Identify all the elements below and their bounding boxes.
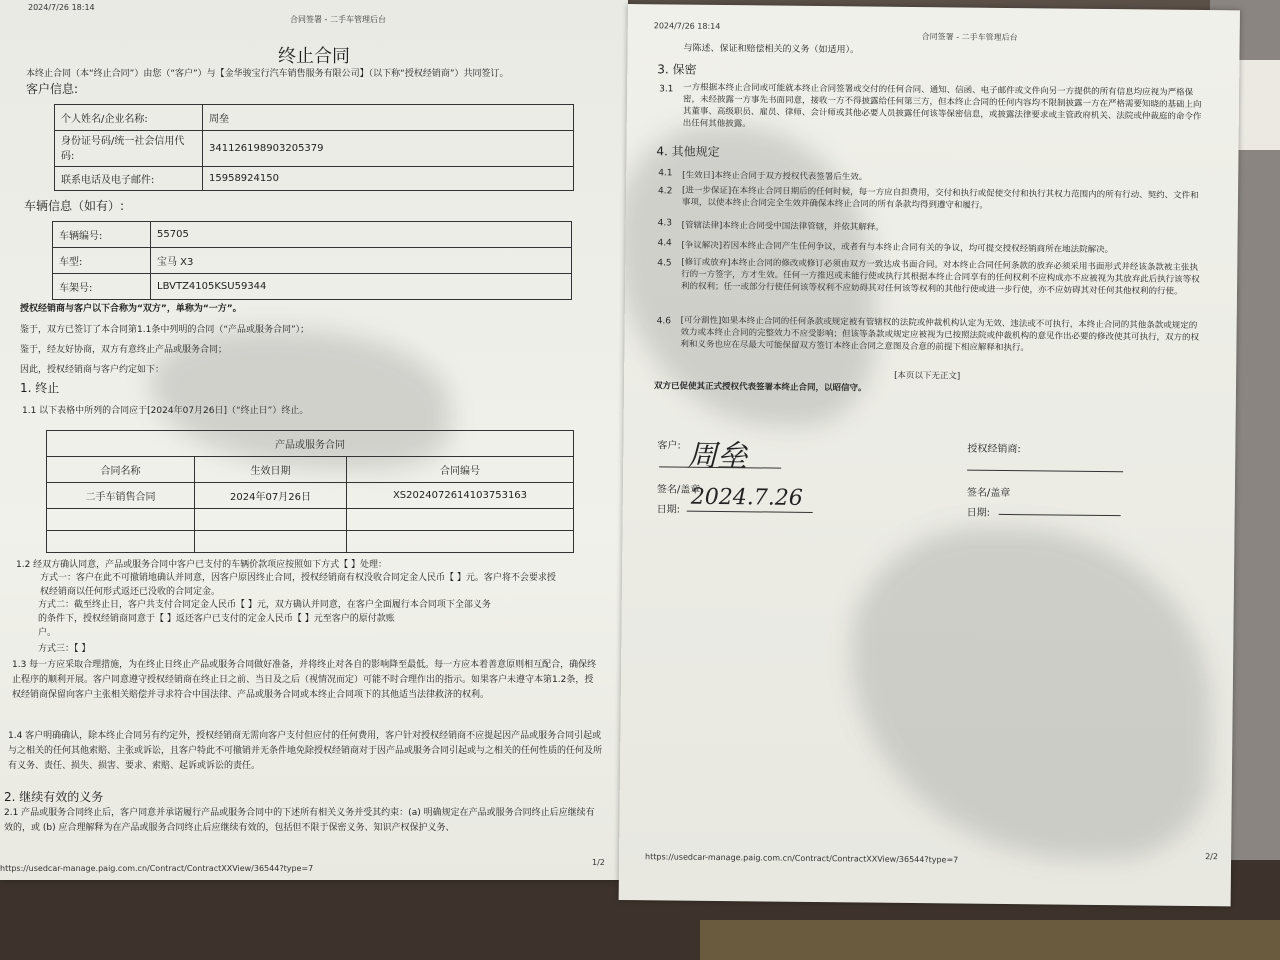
vehicle-info-table (52, 221, 572, 300)
clause-1-1: 1.1 以下表格中所列的合同应于[2024年07月26日]（“终止日”）终止。 (22, 406, 309, 416)
section-2-title: 2. 继续有效的义务 (4, 790, 104, 804)
dealer-signature-line (967, 470, 1123, 473)
clause-1-2-option2-cont: 的条件下，授权经销商同意于【 】返还客户已支付的定金人民币【 】元至客户的原付款账 (38, 614, 395, 624)
party-definition: 授权经销商与客户以下合称为“双方”，单称为“一方”。 (20, 304, 242, 314)
vehicle-vin-label: 车架号: (53, 274, 151, 300)
contract-header-date: 生效日期 (195, 457, 347, 483)
print-timestamp: 2024/7/26 18:14 (653, 21, 721, 31)
clause-4-2-number: 4.2 (657, 186, 673, 197)
contract-cell-number: XS2024072614103753163 (347, 483, 574, 509)
clause-4-3: [管辖法律]本终止合同受中国法律管辖，并依其解释。 (681, 220, 884, 233)
footer-url: https://usedcar-manage.paig.com.cn/Contract/ContractXXView/36544?type=7 (0, 864, 314, 873)
footer-page-number: 1/2 (592, 858, 605, 867)
clause-1-2-option1-cont: 权经销商以任何形式返还已没收的合同定金。 (40, 587, 221, 597)
clause-4-4: [争议解决]若因本终止合同产生任何争议，或者有与本终止合同有关的争议，均可提交授权经销商所在地法院解决。 (681, 240, 1114, 256)
vehicle-number-value: 55705 (151, 222, 572, 248)
contract-cell-name: 二手车销售合同 (47, 483, 195, 509)
empty-cell (195, 509, 347, 531)
print-timestamp: 2024/7/26 18:14 (28, 3, 95, 12)
clause-1-4: 1.4 客户明确确认，除本终止合同另有约定外，授权经销商无需向客户支付但应付的任何费用，客户针对授权经销商不应提起因产品或服务合同引起或与之相关的任何其他索赔、主张或诉讼，且客户特此不可撤销并无条件地免除授权经销商对于因产品或服务合同引起或与之相关的任何性质的任何及所有义务、责任、损失、损害、要求、索赔、起诉或诉讼的责任。 (8, 731, 603, 771)
clause-4-5-number: 4.5 (657, 258, 672, 269)
customer-signature: 周垒 (687, 438, 748, 475)
no-more-text: [本页以下无正文] (894, 370, 961, 382)
background-fabric (700, 920, 1280, 960)
dealer-sign-stamp-label: 签名/盖章 (966, 487, 1011, 500)
clause-1-2-option2-end: 户。 (38, 628, 57, 638)
clause-4-1-number: 4.1 (658, 168, 673, 179)
clause-4-5: [修订或放弃]本终止合同的修改或修订必须由双方一致达成书面合同。对本终止合同任何条款的放弃必须采用书面形式并经该条款被主张执行的一方签字，方才生效。任何一方推迟或未能行使或执行其根据本终止合同享有的任何权利不应构成亦不应被视为其放弃此后执行该等权利的权利；任一或部分行使任何该等权利不应妨碍其对任何该等权利的其他行使或进一步行使，亦不应妨碍其对任何其他权利的行使。 (680, 257, 1200, 297)
customer-name-label: 个人姓名/企业名称: (55, 105, 203, 131)
customer-date-handwritten: 2024.7.26 (690, 484, 803, 511)
customer-name-value: 周垒 (203, 105, 574, 131)
clause-4-4-number: 4.4 (657, 238, 672, 249)
section-3-title: 3. 保密 (657, 62, 697, 77)
clause-4-6-number: 4.6 (656, 316, 672, 327)
contract-cell-date: 2024年07月26日 (195, 483, 347, 509)
clause-3-1-number: 3.1 (659, 84, 674, 95)
customer-date-label: 日期: (656, 504, 681, 516)
customer-sign-label: 客户: (657, 440, 681, 452)
contract-page-1 (0, 0, 628, 880)
clause-1-2-option1: 方式一：客户在此不可撤销地确认并同意，因客户原因终止合同，授权经销商有权没收合同定金人民币【 】元。客户将不会要求授 (40, 573, 556, 583)
clause-2-1: 2.1 产品或服务合同终止后，客户同意并承诺履行产品或服务合同中的下述所有相关义务并受其约束：(a) 明确规定在产品或服务合同终止后应继续有效的，或 (b) 应合理解释为在产品或服务合同终止后应继续有效的，包括但不限于保密义务、知识产权保护义务、 (4, 808, 595, 833)
print-header: 合同签署 - 二手车管理后台 (921, 32, 1018, 43)
date-line (687, 511, 813, 513)
contract-header-name: 合同名称 (47, 457, 195, 483)
clause-4-1: [生效日]本终止合同于双方授权代表签署后生效。 (682, 170, 868, 183)
clause-1-2-option2: 方式二：截至终止日，客户共支付合同定金人民币【 】元，双方确认并同意，在客户全面履行本合同项下全部义务 (38, 600, 491, 610)
clause-4-3-number: 4.3 (657, 218, 673, 229)
clause-1-2-option3: 方式三：【 】 (38, 644, 91, 654)
dealer-label: 授权经销商: (967, 443, 1021, 456)
customer-sign-stamp-label: 签名/盖章 (656, 484, 701, 496)
witness-clause: 双方已促使其正式授权代表签署本终止合同，以昭信守。 (653, 381, 867, 394)
print-header: 合同签署 - 二手车管理后台 (290, 15, 386, 24)
vehicle-vin-value: LBVTZ4105KSU59344 (151, 274, 572, 300)
dealer-date-line (999, 514, 1121, 516)
empty-cell (47, 531, 195, 553)
whereas-clause-1: 鉴于，双方已签订了本合同第1.1条中列明的合同（“产品或服务合同”）； (20, 325, 310, 335)
section-4-title: 4. 其他规定 (656, 144, 720, 159)
customer-id-value: 341126198903205379 (203, 131, 574, 167)
vehicle-heading: 车辆信息（如有）: (24, 199, 125, 213)
clause-1-2-intro: 1.2 经双方确认同意，产品或服务合同中客户已支付的车辆价款项应按照如下方式【 】处理： (16, 560, 388, 570)
footer-url: https://usedcar-manage.paig.com.cn/Contract/ContractXXView/36544?type=7 (645, 852, 959, 865)
empty-cell (347, 531, 574, 553)
therefore-clause: 因此，授权经销商与客户约定如下： (20, 365, 165, 375)
terminated-contract-table (46, 430, 574, 553)
continued-text: 与陈述、保证和赔偿相关的义务（如适用）。 (683, 43, 860, 56)
contract-table-caption: 产品或服务合同 (47, 431, 574, 457)
clause-4-2: [进一步保证]在本终止合同日期后的任何时候，每一方应自担费用，交付和执行或促使交付和执行其权力范围内的所有行动、契约、文件和事项，以使本终止合同完全生效并确保本终止合同的所有条款均得到遵守和履行。 (681, 185, 1199, 211)
vehicle-model-value: 宝马 X3 (151, 248, 572, 274)
contract-header-number: 合同编号 (347, 457, 574, 483)
vehicle-number-label: 车辆编号: (53, 222, 151, 248)
contract-page-2 (619, 4, 1240, 906)
footer-page-number: 2/2 (1205, 852, 1219, 862)
section-1-title: 1. 终止 (20, 381, 60, 395)
customer-heading: 客户信息: (26, 82, 79, 96)
photo-shadow (849, 526, 1212, 860)
clause-4-6: [可分割性]如果本终止合同的任何条款或规定被有管辖权的法院或仲裁机构认定为无效、违法或不可执行，本终止合同的其他条款或规定的效力或本终止合同的完整效力不应受影响；但该等条款或规定应被视为已按照法院或仲裁机构的意见作出必要的修改使其可执行，双方的权利和义务也应在尽最大可能保留双方签订本终止合同之意图及合意的前提下相应解释和执行。 (680, 315, 1200, 354)
empty-cell (347, 509, 574, 531)
empty-cell (195, 531, 347, 553)
customer-phone-value: 15958924150 (203, 167, 574, 191)
customer-phone-label: 联系电话及电子邮件: (55, 167, 203, 191)
customer-info-table (54, 104, 574, 191)
page-title: 终止合同 (278, 46, 350, 67)
customer-id-label: 身份证号码/统一社会信用代码: (55, 131, 203, 167)
empty-cell (47, 509, 195, 531)
whereas-clause-2: 鉴于，经友好协商，双方有意终止产品或服务合同； (20, 345, 228, 355)
intro-paragraph: 本终止合同（本“终止合同”）由您（“客户”）与【金华骏宝行汽车销售服务有限公司】（以下称“授权经销商”）共同签订。 (26, 69, 509, 79)
clause-1-3: 1.3 每一方应采取合理措施，为在终止日终止产品或服务合同做好准备，并将终止对各自的影响降至最低。每一方应本着善意原则相互配合，确保终止程序的顺利开展。客户同意遵守授权经销商在终止日之前、当日及之后（视情况而定）可能不时合理作出的指示。如果客户未遵守本第1.2条，授权经销商保留向客户主张相关赔偿并寻求符合中国法律、产品或服务合同或本终止合同项下的其他适当法律救济的权利。 (12, 660, 597, 700)
dealer-date-label: 日期: (966, 507, 991, 519)
vehicle-model-label: 车型: (53, 248, 151, 274)
clause-3-1: 一方根据本终止合同或可能就本终止合同签署或交付的任何合同、通知、信函、电子邮件或文件向另一方提供的所有信息均应视为严格保密，未经披露一方事先书面同意，接收一方不得披露给任何第三方，但本终止合同的任何内容均不限制披露一方在严格需要知晓的基础上向其董事、高级职员、雇员、律师、会计师或其他必要人员披露任何该等保密信息，或披露法律要求或主管政府机关、法院或仲裁庭的命令作出任何其他披露。 (682, 82, 1202, 130)
